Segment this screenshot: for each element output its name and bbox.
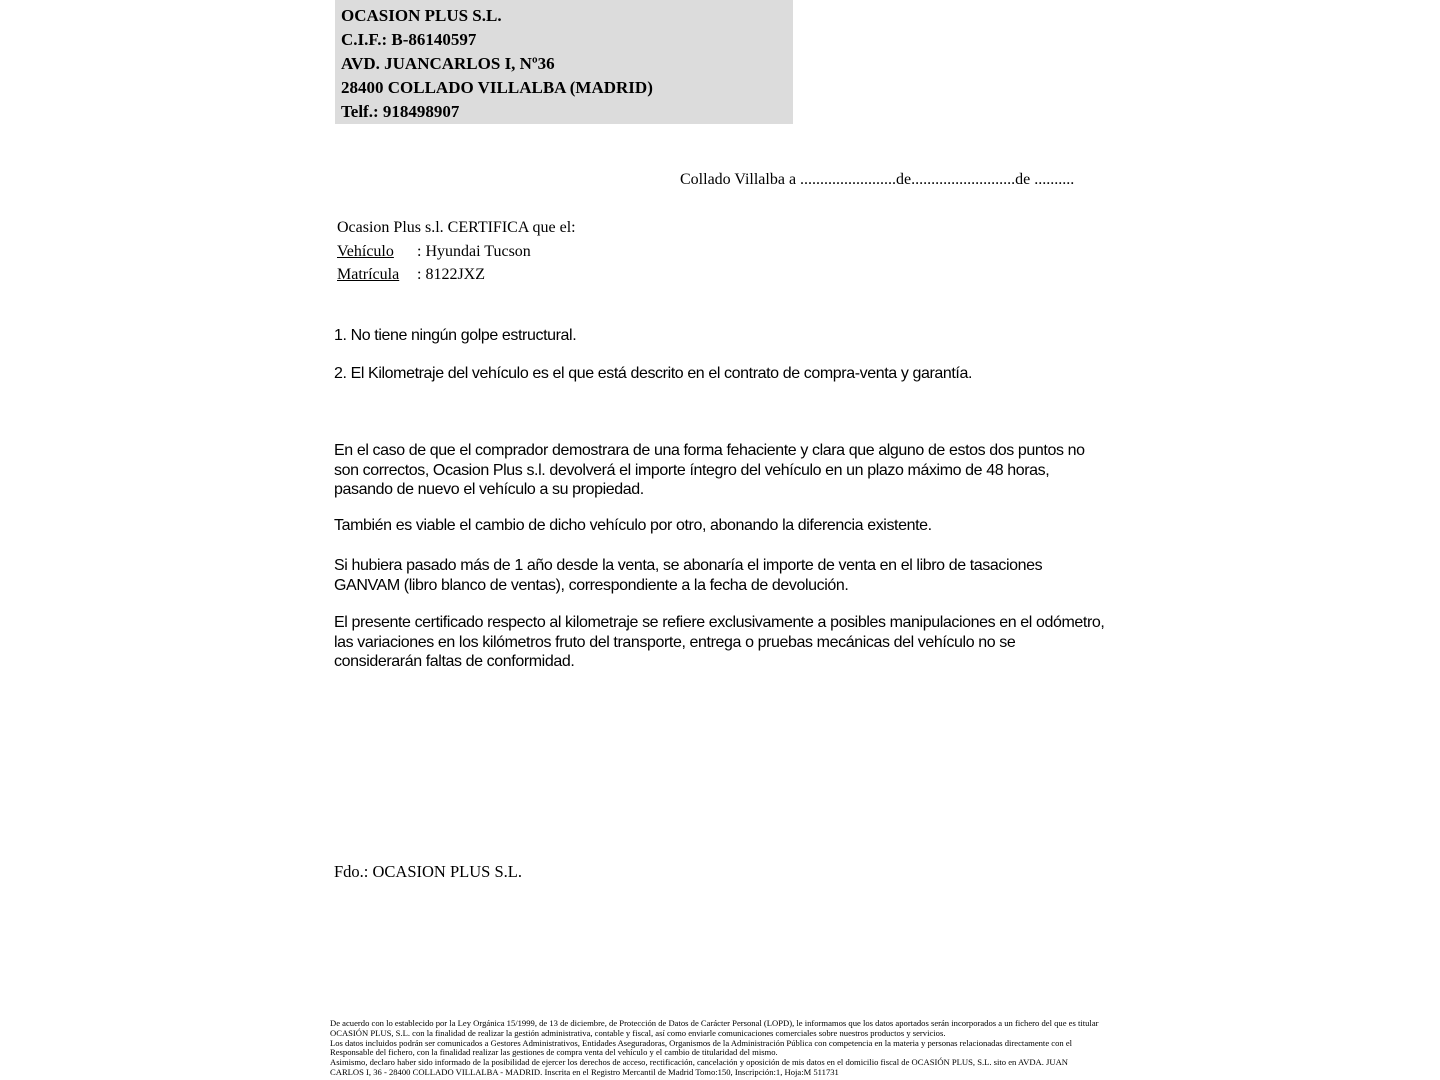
company-cif: C.I.F.: B-86140597 <box>341 30 477 49</box>
date-line: Collado Villalba a ........................de..........................de .......... <box>680 171 1075 188</box>
footer-line: CARLOS I, 36 - 28400 COLLADO VILLALBA - MADRID. Inscrita en el Registro Mercantil de Madrid Tomo:150, Inscripción:1, Hoja:M 511731 <box>330 1066 839 1077</box>
paragraph-exchange: También es viable el cambio de dicho vehículo por otro, abonando la diferencia existente. <box>334 517 932 534</box>
footer-line: OCASIÓN PLUS, S.L. con la finalidad de realizar la gestión administrativa, contable y fiscal, así como enviarle comunicaciones comerciales sobre nuestros productos y servicios. <box>330 1027 946 1038</box>
footer-line: Los datos incluidos podrán ser comunicados a Gestores Administrativos, Entidades Aseguradoras, Organismos de la Administración Pública con competencia en la materia y personas relacionadas directamente con el <box>330 1037 1073 1048</box>
vehicle-value: : Hyundai Tucson <box>417 242 531 260</box>
plate-label: Matrícula <box>337 266 400 283</box>
footer-line: De acuerdo con lo establecido por la Ley Orgánica 15/1999, de 13 de diciembre, de Protección de Datos de Carácter Personal (LOPD), le informamos que los datos aportados serán incorporados a un fichero del que es titular <box>330 1018 1099 1028</box>
condition-items <box>334 326 1109 401</box>
paragraph-ganvam: Si hubiera pasado más de 1 año desde la venta, se abonaría el importe de venta en el libro de tasaciones GANVAM (libro blanco de ventas), correspondiente a la fecha de devolución. <box>334 557 1043 594</box>
plate-value: : 8122JXZ <box>417 266 485 283</box>
vehicle-row <box>337 240 576 264</box>
paragraph-odometer: El presente certificado respecto al kilometraje se refiere exclusivamente a posibles manipulaciones en el odómetro, las variaciones en los kilómetros fruto del transporte, entrega o pruebas mecánicas del vehículo no se considerarán faltas de conformidad. <box>334 614 1105 671</box>
certification-block <box>337 216 576 287</box>
legal-footer <box>330 1019 1108 1078</box>
company-city: 28400 COLLADO VILLALBA (MADRID) <box>341 78 653 97</box>
certify-intro: Ocasion Plus s.l. CERTIFICA que el: <box>337 219 576 236</box>
footer-line: Responsable del fichero, con la finalidad realizar las gestiones de compra venta del vehículo y el cambio de titularidad del mismo. <box>330 1047 778 1058</box>
footer-line: Asimismo, declaro haber sido informado de la posibilidad de ejercer los derechos de acceso, rectificación, cancelación y oposición de mis datos en el domicilio fiscal de OCASIÓN PLUS, S.L. sito en AVDA. JUAN <box>330 1057 1069 1068</box>
plate-row <box>337 263 576 287</box>
signature-line: Fdo.: OCASION PLUS S.L. <box>334 862 522 881</box>
paragraph-refund: En el caso de que el comprador demostrara de una forma fehaciente y clara que alguno de estos dos puntos no son correctos, Ocasion Plus s.l. devolverá el importe íntegro del vehículo en un plazo máximo de 48 horas, pasando de nuevo el vehículo a su propiedad. <box>334 442 1085 499</box>
vehicle-label: Vehículo <box>337 242 394 260</box>
condition-item-structural: 1. No tiene ningún golpe estructural. <box>334 327 577 344</box>
company-phone: Telf.: 918498907 <box>341 102 460 121</box>
company-name: OCASION PLUS S.L. <box>341 6 502 25</box>
company-address: AVD. JUANCARLOS I, Nº36 <box>341 54 555 73</box>
condition-item-mileage: 2. El Kilometraje del vehículo es el que está descrito en el contrato de compra-venta y garantía. <box>334 364 973 382</box>
company-header-box <box>335 0 793 124</box>
